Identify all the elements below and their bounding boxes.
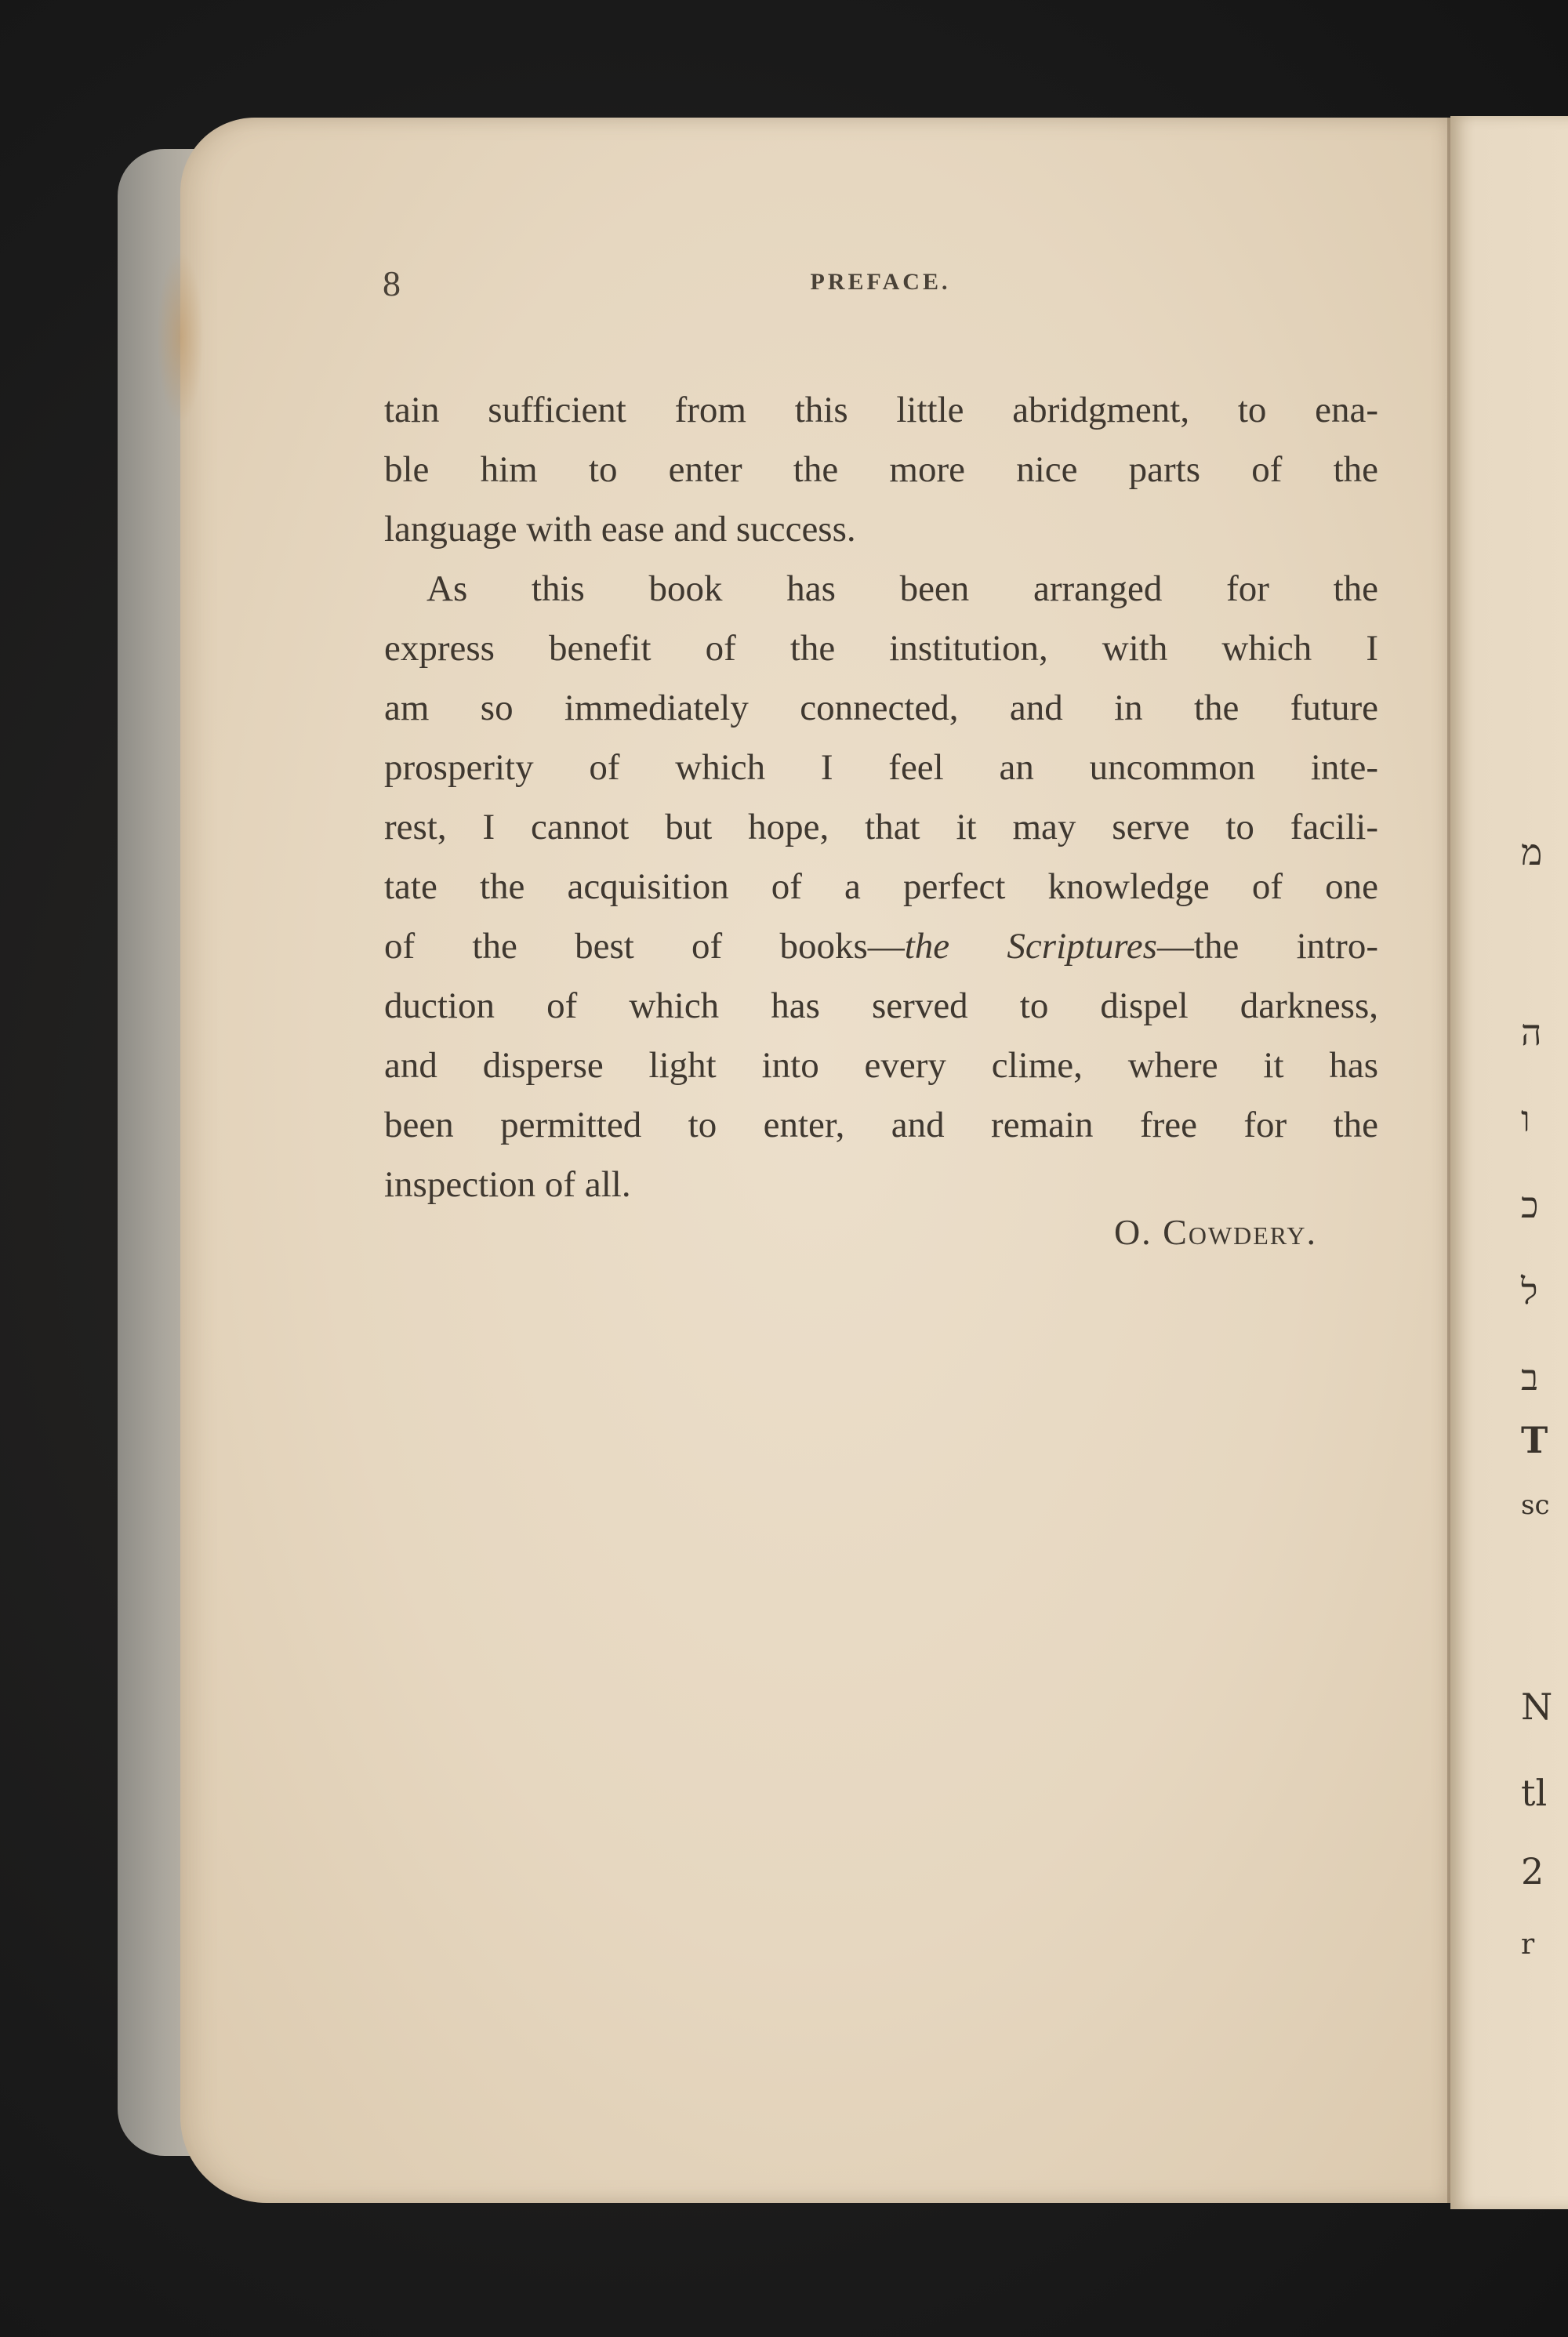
facing-glyph-7: T	[1521, 1419, 1548, 1461]
facing-glyph-10: tl	[1521, 1772, 1548, 1814]
text-line-12: and disperse light into every clime, where it has	[384, 1045, 1378, 1086]
text-line-8: rest, I cannot but hope, that it may serve to facili-	[384, 807, 1378, 847]
facing-glyph-1: מ	[1521, 831, 1543, 873]
text-line-4: As this book has been arranged for the	[426, 568, 1378, 609]
page-number: 8	[383, 263, 401, 303]
facing-glyph-8: sc	[1521, 1490, 1550, 1521]
text-line-13: been permitted to enter, and remain free for the	[384, 1105, 1378, 1145]
facing-glyph-12: r	[1521, 1929, 1535, 1961]
text-line-10	[384, 916, 1378, 976]
text-line-10-end: —the intro-	[1156, 926, 1378, 967]
text-line-3: language with ease and success.	[384, 509, 856, 550]
facing-glyph-3: ו	[1521, 1098, 1530, 1140]
facing-glyph-6: ב	[1521, 1356, 1539, 1399]
running-head	[383, 263, 1378, 310]
preface-text	[384, 380, 1378, 1214]
page-stain	[157, 251, 204, 423]
facing-glyph-5: ל	[1521, 1270, 1538, 1312]
facing-glyph-4: כ	[1521, 1184, 1539, 1226]
facing-page	[1450, 116, 1568, 2209]
text-line-9: tate the acquisition of a perfect knowledge of one	[384, 866, 1378, 907]
text-line-7: prosperity of which I feel an uncommon inte-	[384, 747, 1378, 788]
text-line-10-start: of the best of books—	[384, 926, 905, 967]
facing-glyph-11: 2	[1521, 1850, 1544, 1892]
scriptures-italic: the Scriptures	[904, 926, 1157, 967]
page-heading: PREFACE.	[810, 269, 951, 295]
text-line-14: inspection of all.	[384, 1164, 631, 1205]
text-line-1: tain sufficient from this little abridgment, to ena-	[384, 390, 1378, 430]
text-line-6: am so immediately connected, and in the future	[384, 688, 1378, 728]
text-line-11: duction of which has served to dispel darkness,	[384, 985, 1378, 1026]
book-gutter	[1447, 118, 1450, 2203]
text-line-2: ble him to enter the more nice parts of the	[384, 449, 1378, 490]
author-signature: O. Cowdery.	[1113, 1212, 1317, 1252]
text-line-5: express benefit of the institution, with which I	[384, 628, 1378, 669]
facing-glyph-2: ה	[1521, 1011, 1542, 1054]
facing-glyph-9: N	[1521, 1686, 1553, 1728]
